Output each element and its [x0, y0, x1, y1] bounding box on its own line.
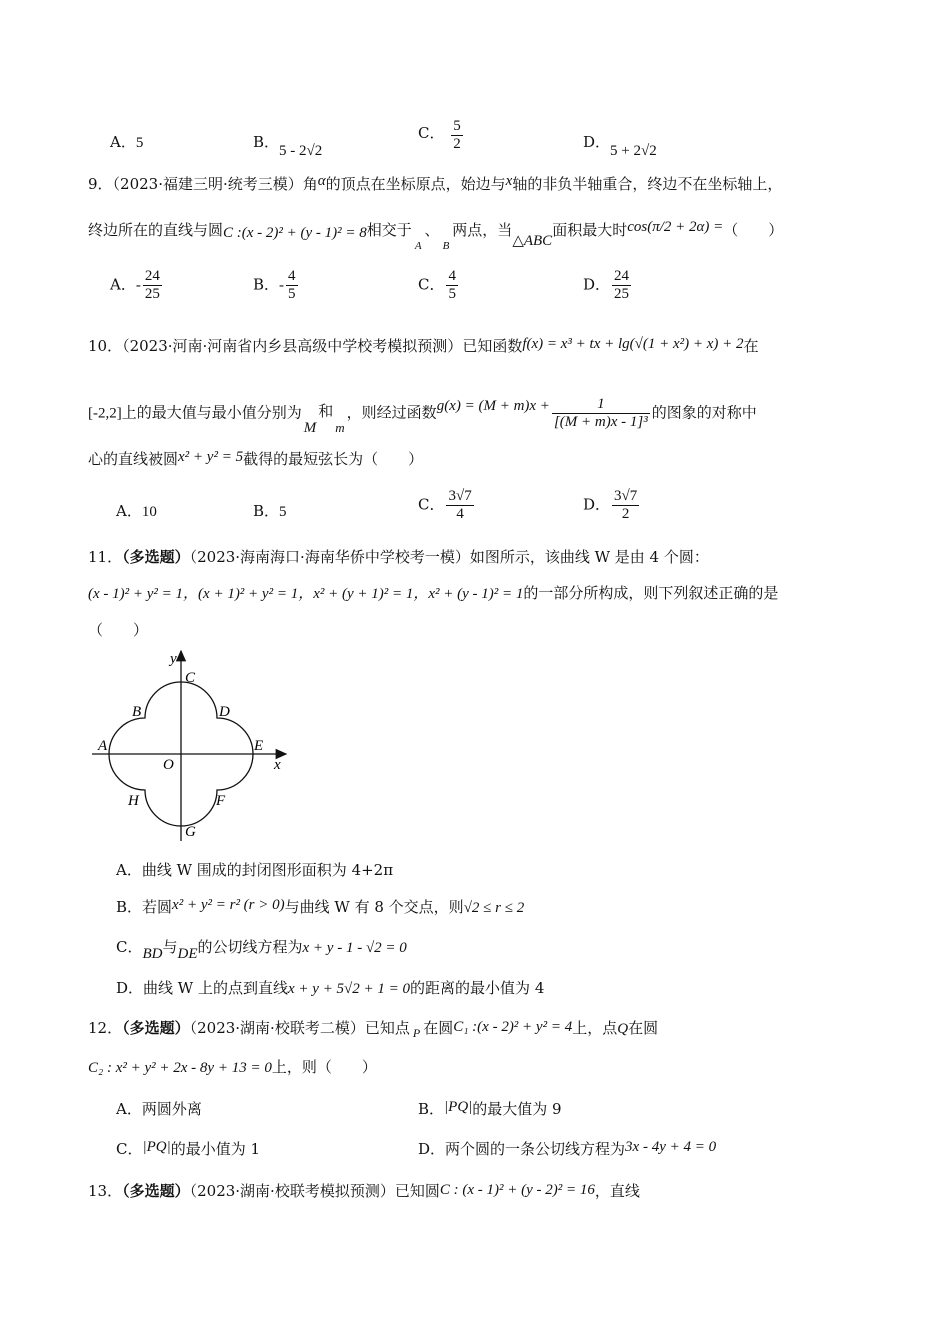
label-g: G	[185, 824, 196, 840]
text: 的顶点在坐标原点，始边与	[325, 175, 506, 193]
option-text: 的公切线方程为	[197, 938, 303, 956]
answer-paren: （ ）	[723, 221, 784, 239]
denominator: 4	[456, 506, 464, 522]
option-value: 5	[135, 135, 144, 151]
text: 轴的非负半轴重合，终边不在坐标轴上，	[512, 175, 783, 193]
label-d: D	[219, 704, 230, 720]
text: 、	[424, 221, 440, 239]
text: 上的最大值与最小值分别为	[121, 403, 302, 422]
circle-equation: x² + y² = 5	[178, 449, 244, 465]
q8-option-b[interactable]	[253, 131, 323, 159]
option-value: 5	[279, 504, 287, 520]
text: 如图所示，该曲线 W 是由 4 个圆：	[469, 548, 709, 566]
text: 的图象的对称中	[651, 403, 757, 422]
q12-option-b[interactable]	[418, 1099, 562, 1120]
fraction	[446, 268, 458, 303]
q8-option-c[interactable]	[418, 118, 465, 153]
numerator: 24	[144, 268, 160, 284]
option-text: 的最大值为 9	[472, 1100, 562, 1118]
q10-option-a[interactable]	[116, 500, 157, 521]
option-text: 两个圆的一条公切线方程为	[445, 1140, 626, 1158]
text: 已知圆	[394, 1182, 440, 1200]
option-label: D．	[116, 979, 144, 997]
option-math: √2 ≤ r ≤ 2	[463, 900, 525, 916]
point-a: A	[414, 240, 422, 252]
multi-select-tag: （多选题）	[122, 548, 190, 566]
text: 在圆	[423, 1019, 454, 1037]
q12-option-c[interactable]	[116, 1139, 260, 1160]
interval: [-2,2]	[88, 405, 122, 422]
text: 在圆	[628, 1019, 659, 1037]
q11-option-c[interactable]	[116, 937, 407, 962]
math-M: M	[303, 419, 317, 436]
text: 心的直线被圆	[88, 450, 179, 468]
option-label: C．	[116, 1140, 143, 1158]
sign: -	[135, 277, 141, 294]
label-a: A	[98, 738, 108, 754]
denominator: [(M + m)x - 1]³	[553, 414, 648, 430]
math-m: m	[335, 419, 345, 435]
fraction	[446, 488, 473, 523]
q10-line2	[88, 396, 757, 436]
point-p: P	[412, 1026, 421, 1040]
numerator: 4	[448, 268, 456, 284]
text: 终边所在的直线与圆	[88, 221, 224, 239]
point-q: Q	[617, 1021, 629, 1037]
multi-select-tag: （多选题）	[122, 1182, 190, 1200]
option-math: x + y - 1 - √2 = 0	[302, 940, 407, 956]
option-label: D．	[583, 275, 611, 294]
q12-line2	[88, 1057, 377, 1078]
math-x: x	[505, 173, 513, 189]
fraction	[612, 488, 639, 523]
arc-de: DE	[177, 946, 198, 962]
option-value: 10	[141, 504, 157, 520]
option-text: 的最小值为 1	[170, 1140, 261, 1158]
math-alpha: α	[317, 173, 326, 189]
option-label: A．	[110, 133, 136, 151]
curve-w-figure	[88, 645, 298, 845]
label-f: F	[216, 793, 226, 809]
numerator: 24	[614, 268, 630, 284]
denominator: 5	[448, 286, 456, 302]
question-source: （2023·福建三明·统考三模）	[112, 175, 303, 193]
question-number: 11．	[88, 548, 123, 566]
q9-option-a[interactable]	[110, 268, 164, 303]
option-label: B．	[253, 133, 280, 151]
option-label: D．	[418, 1140, 446, 1158]
option-label: A．	[116, 861, 142, 879]
question-number: 9．	[88, 175, 113, 193]
q10-line3	[88, 449, 423, 470]
q11-line1	[88, 547, 709, 567]
text: 在	[743, 337, 759, 355]
q10-line1	[88, 336, 759, 357]
q11-line2	[88, 583, 778, 604]
option-label: B．	[253, 275, 280, 294]
fraction	[451, 118, 463, 153]
text: 上，则（ ）	[271, 1058, 377, 1076]
question-number: 12．	[88, 1019, 123, 1037]
option-text: 两圆外离	[141, 1100, 202, 1118]
option-label: B．	[253, 502, 280, 520]
option-text: 的距离的最小值为 4	[410, 979, 545, 997]
denominator: 2	[453, 136, 461, 152]
fraction	[552, 396, 650, 431]
option-math: |PQ|	[444, 1099, 473, 1115]
q10-option-b[interactable]	[253, 500, 287, 521]
multi-select-tag: （多选题）	[122, 1019, 190, 1037]
fraction	[612, 268, 631, 303]
numerator: 3√7	[448, 488, 472, 504]
option-math: |PQ|	[142, 1139, 171, 1155]
q9-line1	[88, 174, 782, 195]
q8-option-d[interactable]	[583, 131, 657, 159]
point-b: B	[442, 240, 450, 252]
q12-option-d[interactable]	[418, 1139, 716, 1160]
question-source: （2023·河南·河南省内乡县高级中学校考模拟预测）	[122, 337, 463, 355]
label-o: O	[163, 757, 174, 773]
fraction	[143, 268, 162, 303]
circle-equation: C :(x - 2)² + (y - 1)² = 8	[223, 225, 367, 241]
q9-option-b[interactable]	[253, 268, 300, 303]
question-number: 10．	[88, 337, 123, 355]
cos-expression: cos(π/2 + 2α) =	[627, 219, 724, 235]
text: ，直线	[594, 1182, 640, 1200]
q8-option-a[interactable]	[110, 131, 143, 152]
option-label: D．	[583, 495, 611, 514]
text: 和	[318, 401, 334, 420]
q9-option-d[interactable]	[583, 268, 633, 303]
denominator: 25	[614, 286, 630, 302]
text: 角	[302, 175, 318, 193]
fraction	[286, 268, 298, 303]
option-math: x² + y² = r² (r > 0)	[172, 897, 285, 913]
q11-option-b[interactable]	[116, 897, 524, 918]
q11-option-d[interactable]	[116, 978, 544, 999]
numerator: 3√7	[614, 488, 638, 504]
question-number: 13．	[88, 1182, 123, 1200]
option-label: B．	[116, 898, 143, 916]
q10-option-c[interactable]	[418, 488, 476, 523]
circle-c1: C₁ :(x - 2)² + y² = 4	[453, 1019, 573, 1035]
denominator: 2	[621, 506, 630, 522]
question-source: （2023·湖南·校联考模拟预测）	[189, 1182, 395, 1200]
text: 截得的最短弦长为（ ）	[243, 450, 424, 468]
option-label: C．	[116, 938, 143, 956]
option-math: x + y + 5√2 + 1 = 0	[288, 981, 411, 997]
option-value: 5 - 2√2	[279, 143, 323, 159]
circle-equations: (x - 1)² + y² = 1，(x + 1)² + y² = 1，x² + (y + 1)² = 1，x² + (y - 1)² = 1	[88, 586, 524, 602]
denominator: 5	[288, 286, 296, 302]
text: ，则经过函数	[346, 403, 437, 422]
option-label: D．	[583, 133, 611, 151]
label-b: B	[132, 704, 142, 720]
numerator: 5	[453, 118, 461, 134]
text: 面积最大时	[552, 221, 628, 239]
text: 相交于	[366, 221, 412, 239]
option-label: A．	[116, 502, 142, 520]
option-label: B．	[418, 1100, 445, 1118]
label-x: x	[274, 757, 281, 773]
circle-equation: C : (x - 1)² + (y - 2)² = 16	[439, 1182, 595, 1198]
option-text: 若圆	[142, 898, 173, 916]
option-label: A．	[116, 1100, 142, 1118]
circle-c2: C₂ : x² + y² + 2x - 8y + 13 = 0	[88, 1060, 272, 1076]
question-source: （2023·湖南·校联考二模）	[189, 1019, 365, 1037]
label-e: E	[254, 738, 264, 754]
text: 上，点	[572, 1019, 618, 1037]
option-label: C．	[418, 123, 445, 142]
q9-option-c[interactable]	[418, 268, 460, 303]
option-text: 与曲线 W 有 8 个交点，则	[284, 898, 464, 916]
label-y: y	[170, 651, 177, 667]
answer-paren: （ ）	[88, 621, 149, 639]
q12-line1	[88, 1018, 658, 1039]
label-c: C	[185, 670, 196, 686]
numerator: 1	[552, 396, 650, 414]
option-text: 曲线 W 上的点到直线	[143, 979, 288, 997]
denominator: 25	[144, 286, 160, 302]
text: 的一部分所构成，则下列叙述正确的是	[523, 584, 779, 602]
text: 已知点	[364, 1019, 410, 1037]
option-label: A．	[110, 275, 136, 294]
option-label: C．	[418, 495, 445, 514]
option-value: 5 + 2√2	[610, 143, 657, 159]
sign: -	[279, 277, 285, 294]
text: 两点，当	[452, 221, 513, 239]
numerator: 4	[288, 268, 296, 284]
q12-option-a[interactable]	[116, 1099, 202, 1119]
option-text: 曲线 W 围成的封闭图形面积为 4+2π	[141, 861, 394, 879]
option-label: C．	[418, 275, 445, 294]
q13-line1	[88, 1181, 640, 1202]
q10-option-d[interactable]	[583, 488, 641, 523]
text: 已知函数	[462, 337, 523, 355]
option-math: 3x - 4y + 4 = 0	[625, 1139, 717, 1155]
q11-line3	[88, 620, 148, 640]
function-f: f(x) = x³ + tx + lg(√(1 + x²) + x) + 2	[522, 336, 744, 352]
triangle-abc: △ABC	[512, 233, 553, 249]
function-g: g(x) = (M + m)x +	[436, 397, 550, 414]
q9-line2	[88, 219, 784, 252]
option-text: 与	[162, 938, 178, 956]
arc-bd: BD	[142, 946, 163, 962]
q11-option-a[interactable]	[116, 860, 393, 880]
label-h: H	[128, 793, 139, 809]
question-source: （2023·海南海口·海南华侨中学校考一模）	[189, 548, 470, 566]
